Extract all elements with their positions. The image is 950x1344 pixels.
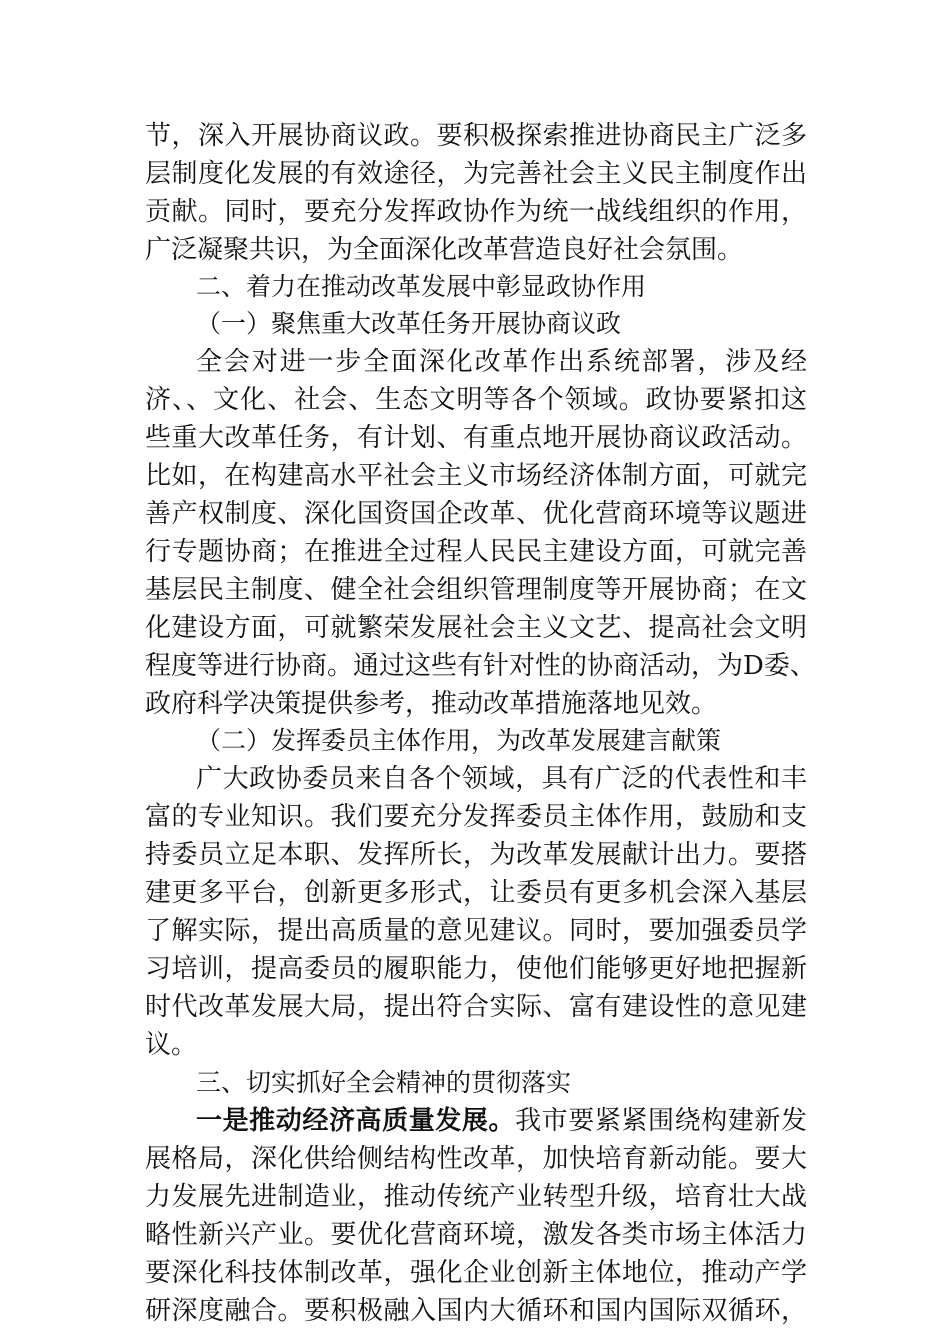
paragraph-text: 我市要紧紧围绕构建新发 bbox=[515, 1106, 807, 1136]
paragraph-line: 善产权制度、深化国资国企改革、优化营商环境等议题进 bbox=[145, 499, 807, 529]
paragraph-line: 展格局，深化供给侧结构性改革，加快培育新动能。要大 bbox=[145, 1144, 807, 1174]
paragraph-line: 要深化科技体制改革，强化企业创新主体地位，推动产学 bbox=[145, 1258, 807, 1288]
paragraph-line: 全会对进一步全面深化改革作出系统部署，涉及经 bbox=[196, 347, 807, 377]
paragraph-line bbox=[196, 1102, 807, 1140]
paragraph-line: 贡献。同时，要充分发挥政协作为统一战线组织的作用， bbox=[145, 197, 807, 227]
paragraph-line: 程度等进行协商。通过这些有针对性的协商活动，为D委、 bbox=[145, 651, 816, 681]
paragraph-lead-bold: 一是推动经济高质量发展。 bbox=[196, 1106, 516, 1136]
paragraph-line: 化建设方面，可就繁荣发展社会主义文艺、提高社会文明 bbox=[145, 613, 807, 643]
paragraph-line: 力发展先进制造业，推动传统产业转型升级，培育壮大战 bbox=[145, 1182, 807, 1212]
paragraph-line: 行专题协商；在推进全过程人民民主建设方面，可就完善 bbox=[145, 537, 807, 567]
paragraph-line: 政府科学决策提供参考，推动改革措施落地见效。 bbox=[145, 689, 718, 719]
paragraph-line: 广大政协委员来自各个领域，具有广泛的代表性和丰 bbox=[196, 764, 807, 794]
paragraph-line: 富的专业知识。我们要充分发挥委员主体作用，鼓励和支 bbox=[145, 802, 807, 832]
subsection-heading: （一）聚焦重大改革任务开展协商议政 bbox=[196, 309, 622, 338]
paragraph-line: 些重大改革任务，有计划、有重点地开展协商议政活动。 bbox=[145, 423, 807, 453]
paragraph-line: 建更多平台，创新更多形式，让委员有更多机会深入基层 bbox=[145, 878, 807, 908]
paragraph-line: 广泛凝聚共识，为全面深化改革营造良好社会氛围。 bbox=[145, 235, 744, 265]
section-heading: 三、切实抓好全会精神的贯彻落实 bbox=[196, 1068, 572, 1097]
paragraph-line: 层制度化发展的有效途径，为完善社会主义民主制度作出 bbox=[145, 159, 807, 189]
paragraph-line: 时代改革发展大局，提出符合实际、富有建设性的意见建 bbox=[145, 992, 807, 1022]
paragraph-line: 节，深入开展协商议政。要积极探索推进协商民主广泛多 bbox=[145, 121, 807, 151]
paragraph-line: 了解实际，提出高质量的意见建议。同时，要加强委员学 bbox=[145, 916, 807, 946]
paragraph-line: 持委员立足本职、发挥所长，为改革发展献计出力。要搭 bbox=[145, 840, 807, 870]
paragraph-line: 济、、文化、社会、生态文明等各个领域。政协要紧扣这 bbox=[145, 385, 807, 415]
paragraph-line: 比如，在构建高水平社会主义市场经济体制方面，可就完 bbox=[145, 461, 807, 491]
subsection-heading: （二）发挥委员主体作用，为改革发展建言献策 bbox=[196, 726, 722, 755]
paragraph-line: 议。 bbox=[145, 1030, 198, 1060]
paragraph-line: 略性新兴产业。要优化营商环境，激发各类市场主体活力 bbox=[145, 1220, 807, 1250]
paragraph-line: 基层民主制度、健全社会组织管理制度等开展协商；在文 bbox=[145, 575, 807, 605]
section-heading: 二、着力在推动改革发展中彰显政协作用 bbox=[196, 272, 647, 301]
paragraph-line: 习培训，提高委员的履职能力，使他们能够更好地把握新 bbox=[145, 954, 807, 984]
paragraph-line: 研深度融合。要积极融入国内大循环和国内国际双循环， bbox=[145, 1296, 807, 1326]
